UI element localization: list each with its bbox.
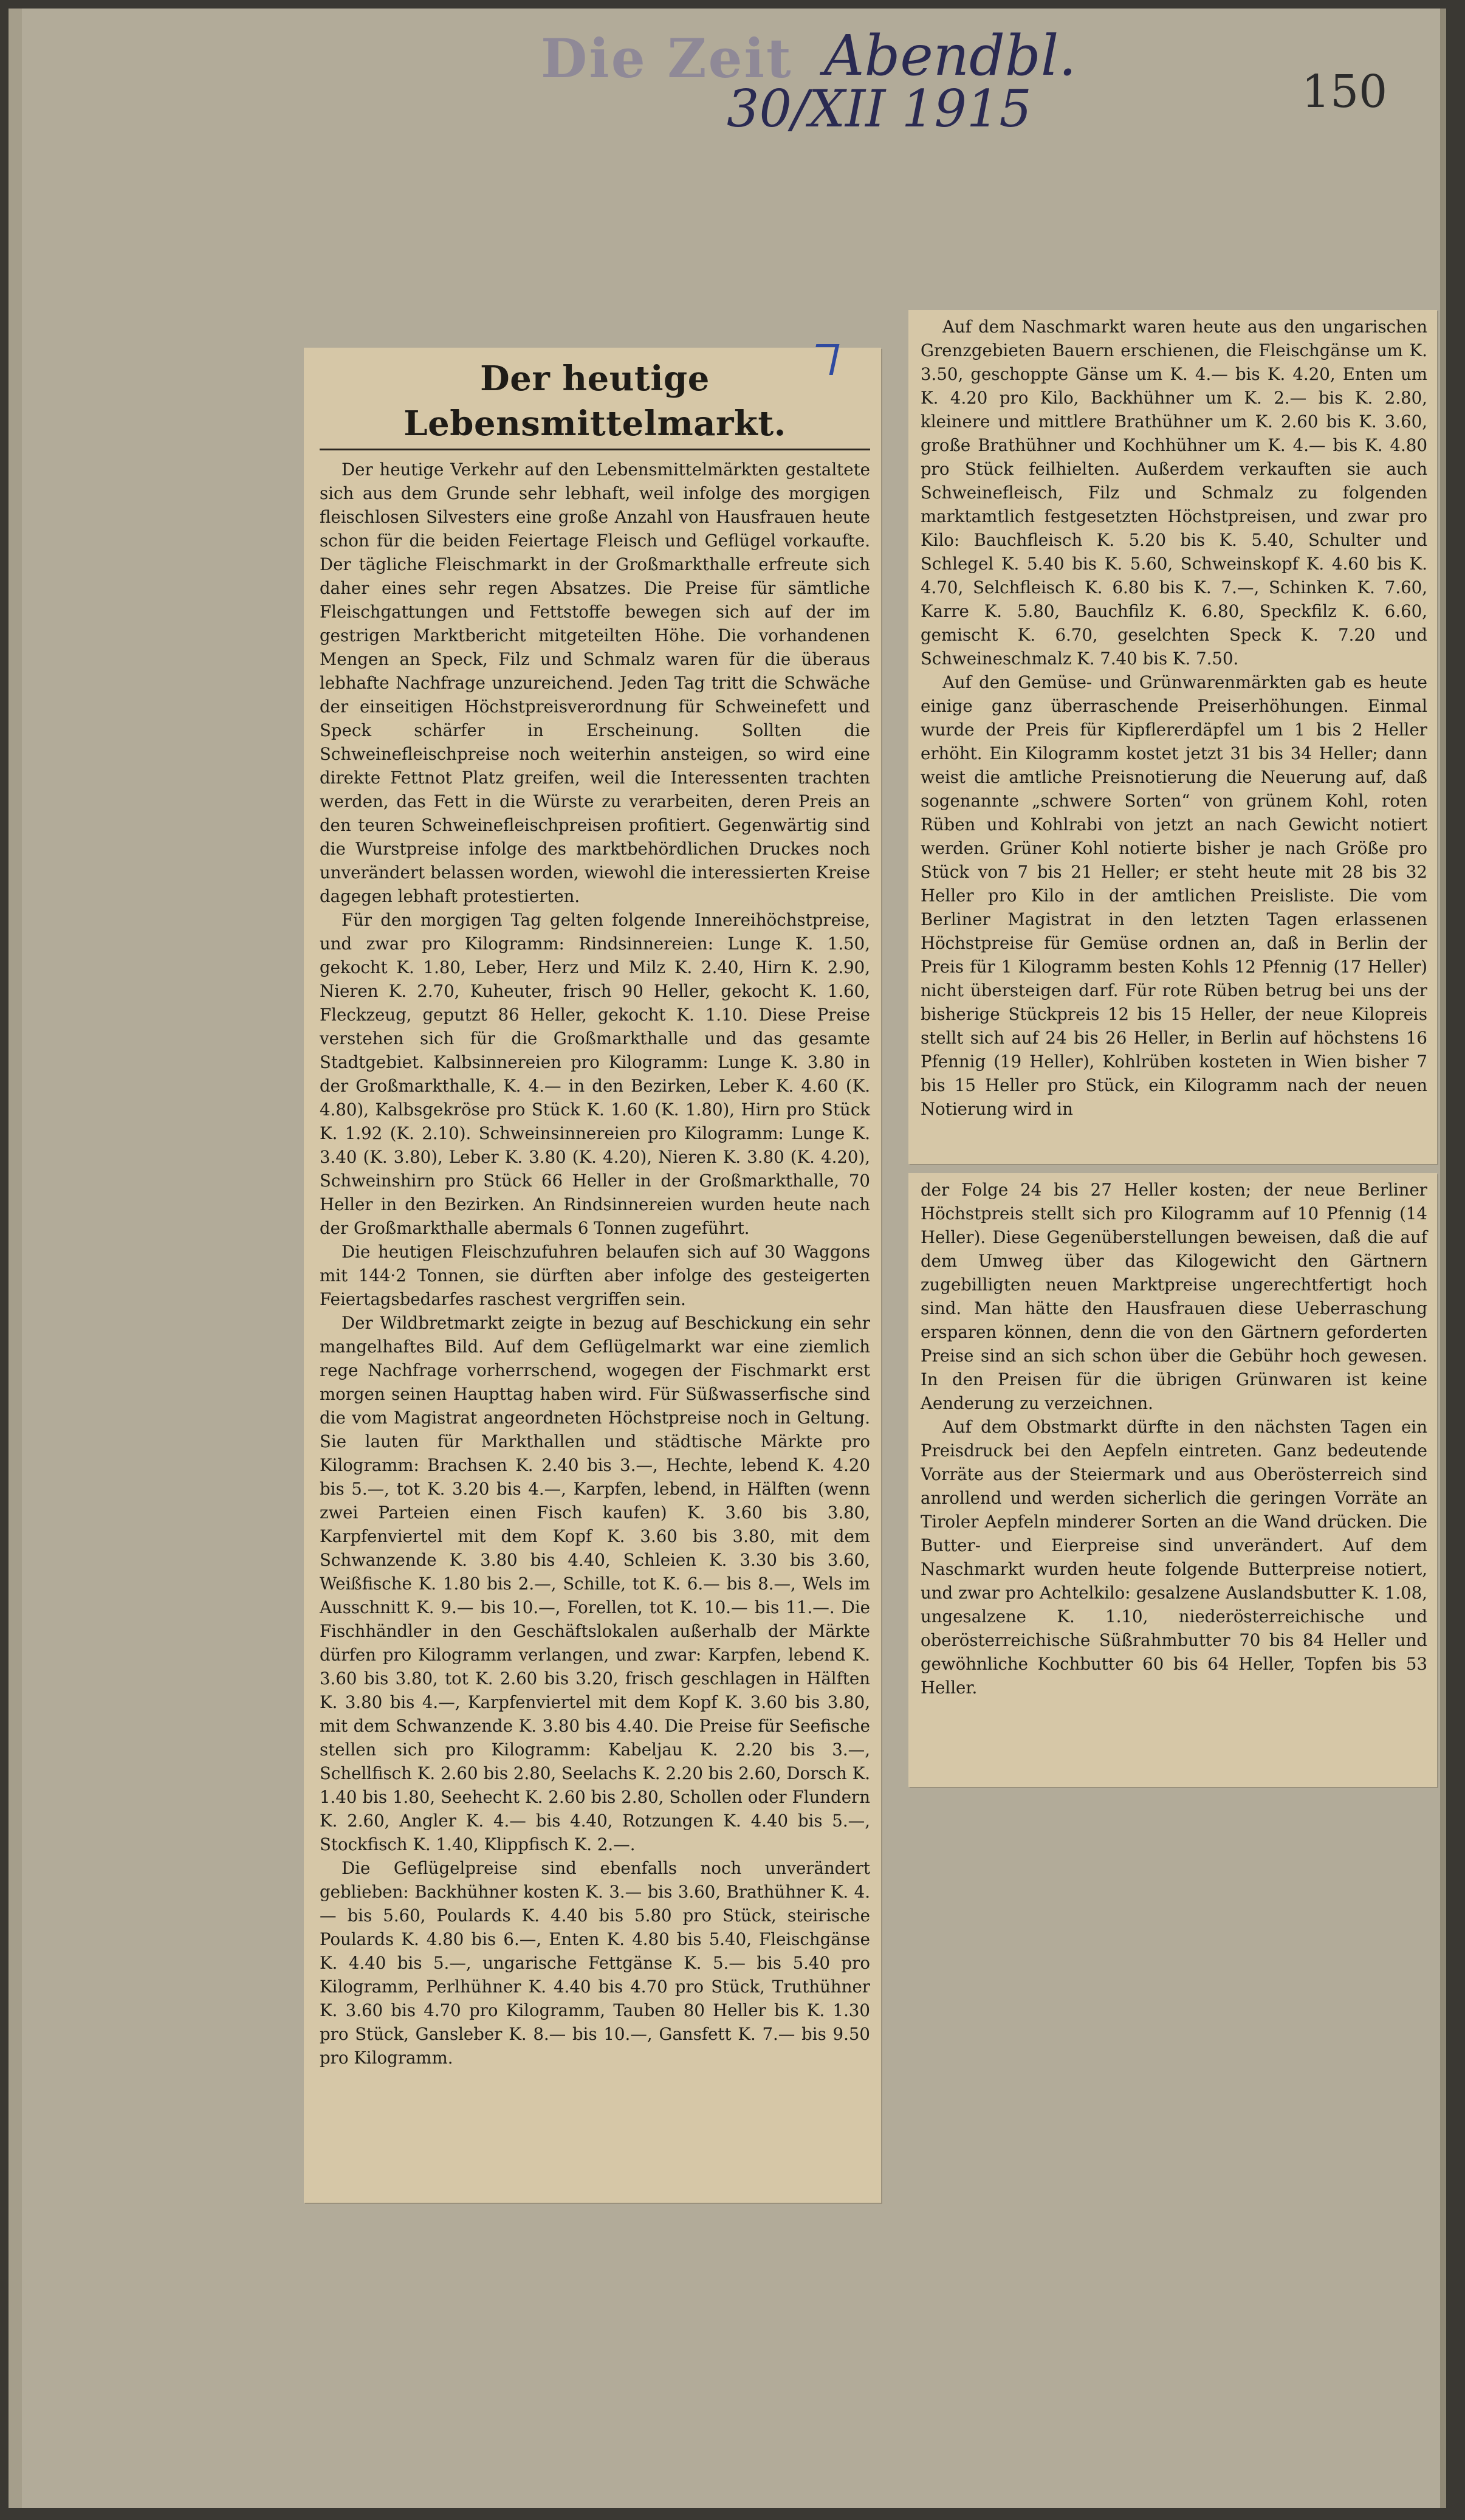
page-number: 150	[1302, 66, 1388, 118]
handwritten-date: 30/XII 1915	[727, 79, 1032, 139]
article-paragraph: Auf dem Obstmarkt dürfte in den nächsten Tagen ein Preisdruck bei den Aepfeln eintreten. Ganz bedeutende Vorräte aus der Steiermark und aus Oberösterreich sind anrollend und werden sicherlich die geringen Vorräte an Tiroler Aepfeln minderer Sorten an die Wand drücken. Die Butter- und Eierpreise sind unverändert. Auf dem Naschmarkt wurden heute folgende Butterpreise notiert, und zwar pro Achtelkilo: gesalzene Auslandsbutter K. 1.08, ungesalzene K. 1.10, niederösterreichische und oberösterreichische Süßrahmbutter 70 bis 84 Heller und gewöhnliche Kochbutter 60 bis 64 Heller, Topfen bis 53 Heller.	[921, 1417, 1427, 1698]
article-paragraph: Die heutigen Fleischzufuhren belaufen sich auf 30 Waggons mit 144·2 Tonnen, sie dürften aber infolge des gesteigerten Feiertagsbedarfes raschest vergriffen sein.	[320, 1242, 870, 1309]
article-paragraph: Die Geflügelpreise sind ebenfalls noch unverändert geblieben: Backhühner kosten K. 3.— bis 3.60, Brathühner K. 4.— bis 5.60, Poulards K. 4.40 bis 5.80 pro Stück, steirische Poulards K. 4.80 bis 6.—, Enten K. 4.80 bis 5.40, Fleischgänse K. 4.40 bis 5.—, ungarische Fettgänse K. 5.— bis 5.40 pro Kilogramm, Perlhühner K. 4.40 bis 4.70 pro Stück, Truthühner K. 3.60 bis 4.70 pro Kilogramm, Tauben 80 Heller bis K. 1.30 pro Stück, Gansleber K. 8.— bis 10.—, Gansfett K. 7.— bis 9.50 pro Kilogramm.	[320, 1858, 870, 2068]
article-paragraph: der Folge 24 bis 27 Heller kosten; der neue Berliner Höchstpreis stellt sich pro Kilogramm auf 10 Pfennig (14 Heller). Diese Gegenüberstellungen beweisen, daß die auf dem Umweg über das Kilogewicht den Gärtnern zugebilligten neuen Marktpreise ungerechtfertigt hoch sind. Man hätte den Hausfrauen diese Ueberraschung ersparen können, denn die von den Gärtnern geforderten Preise sind an sich schon über die Gebühr hoch gewesen. In den Preisen für die übrigen Grünwaren ist keine Aenderung zu verzeichnen.	[921, 1180, 1427, 1413]
clipping-main-column	[304, 348, 881, 2203]
article-paragraph: Für den morgigen Tag gelten folgende Innereihöchstpreise, und zwar pro Kilogramm: Rindsinnereien: Lunge K. 1.50, gekocht K. 1.80, Leber, Herz und Milz K. 2.40, Hirn K. 2.90, Nieren K. 2.70, Kuheuter, frisch 90 Heller, gekocht K. 1.60, Fleckzeug, geputzt 86 Heller, gekocht K. 1.10. Diese Preise verstehen sich für die Großmarkthalle und das gesamte Stadtgebiet. Kalbsinnereien pro Kilogramm: Lunge K. 3.80 in der Großmarkthalle, K. 4.— in den Bezirken, Leber K. 4.60 (K. 4.80), Kalbsgekröse pro Stück K. 1.60 (K. 1.80), Hirn pro Stück K. 1.92 (K. 2.10). Schweinsinnereien pro Kilogramm: Lunge K. 3.40 (K. 3.80), Leber K. 3.80 (K. 4.20), Nieren K. 3.80 (K. 4.20), Schweinshirn pro Stück 66 Heller in der Großmarkthalle, 70 Heller in den Bezirken. An Rindsinnereien wurden heute nach der Großmarkthalle abermals 6 Tonnen zugeführt.	[320, 910, 870, 1238]
article-paragraph: Auf den Gemüse- und Grünwarenmärkten gab es heute einige ganz überraschende Preiserhöhungen. Einmal wurde der Preis für Kipflererdäpfel um 1 bis 2 Heller erhöht. Ein Kilogramm kostet jetzt 31 bis 34 Heller; dann weist die amtliche Preisnotierung die Neuerung auf, daß sogenannte „schwere Sorten“ von grünem Kohl, roten Rüben und Kohlrabi von jetzt an nach Gewicht notiert werden. Grüner Kohl notierte bisher je nach Größe pro Stück von 7 bis 21 Heller; er steht heute mit 28 bis 32 Heller pro Kilo in der amtlichen Preisliste. Die vom Berliner Magistrat in den letzten Tagen erlassenen Höchstpreise für Gemüse ordnen an, daß in Berlin der Preis für 1 Kilogramm besten Kohls 12 Pfennig (17 Heller) nicht übersteigen darf. Für rote Rüben betrug bei uns der bisherige Stückpreis 12 bis 15 Heller, der neue Kilopreis stellt sich auf 24 bis 26 Heller, in Berlin auf höchstens 16 Pfennig (19 Heller), Kohlrüben kosteten in Wien bisher 7 bis 15 Heller pro Stück, ein Kilogramm nach der neuen Notierung wird in	[921, 672, 1427, 1119]
clipping-right-column-bottom	[908, 1173, 1437, 1787]
article-paragraph: Auf dem Naschmarkt waren heute aus den ungarischen Grenzgebieten Bauern erschienen, die Fleischgänse um K. 3.50, geschoppte Gänse um K. 4.— bis K. 4.20, Enten um K. 4.20 pro Kilo, Backhühner um K. 2.— bis K. 2.80, kleinere und mittlere Brathühner um K. 2.60 bis K. 3.60, große Brathühner und Kochhühner um K. 4.— bis K. 4.80 pro Stück feilhielten. Außerdem verkauften sie auch Schweinefleisch, Filz und Schmalz zu folgenden marktamtlich festgesetzten Höchstpreisen, und zwar pro Kilo: Bauchfleisch K. 5.20 bis K. 5.40, Schulter und Schlegel K. 5.40 bis K. 5.60, Schweinskopf K. 4.60 bis K. 4.70, Selchfleisch K. 6.80 bis K. 7.—, Schinken K. 7.60, Karre K. 5.80, Bauchfilz K. 6.80, Speckfilz K. 6.60, gemischt K. 6.70, geselchten Speck K. 7.20 und Schweineschmalz K. 7.40 bis K. 7.50.	[921, 317, 1427, 669]
newspaper-stamp: Die Zeit	[541, 27, 793, 90]
clipping-right-column-top	[908, 310, 1437, 1164]
sheet-binding-edge	[9, 9, 22, 2508]
article-headline: Der heutige Lebensmittelmarkt.	[320, 356, 870, 450]
article-paragraph: Der Wildbretmarkt zeigte in bezug auf Beschickung ein sehr mangelhaftes Bild. Auf dem Geflügelmarkt war eine ziemlich rege Nachfrage vorherrschend, wogegen der Fischmarkt erst morgen seinen Haupttag haben wird. Für Süßwasserfische sind die vom Magistrat angeordneten Höchstpreise noch in Geltung. Sie lauten für Markthallen und städtische Märkte pro Kilogramm: Brachsen K. 2.40 bis 3.—, Hechte, lebend K. 4.20 bis 5.—, tot K. 3.20 bis 4.—, Karpfen, lebend, in Hälften (wenn zwei Parteien einen Fisch kaufen) K. 3.60 bis 3.80, Karpfenviertel mit dem Kopf K. 3.60 bis 3.80, mit dem Schwanzende K. 3.80 bis 4.40, Schleien K. 3.30 bis 3.60, Weißfische K. 1.80 bis 2.—, Schille, tot K. 6.— bis 8.—, Wels im Ausschnitt K. 9.— bis 10.—, Forellen, tot K. 10.— bis 11.—. Die Fischhändler in den Geschäftslokalen außerhalb der Märkte dürfen pro Kilogramm verlangen, und zwar: Karpfen, lebend K. 3.60 bis 3.80, tot K. 2.60 bis 3.20, frisch geschlagen in Hälften K. 3.80 bis 4.—, Karpfenviertel mit dem Kopf K. 3.60 bis 3.80, mit dem Schwanzende K. 3.80 bis 4.40. Die Preise für Seefische stellen sich pro Kilogramm: Kabeljau K. 2.20 bis 3.—, Schellfisch K. 2.60 bis 2.80, Seelachs K. 2.20 bis 2.60, Dorsch K. 1.40 bis 1.80, Seehecht K. 2.60 bis 2.80, Schollen oder Flundern K. 2.60, Angler K. 4.— bis 4.40, Rotzungen K. 4.40 bis 5.—, Stockfisch K. 1.40, Klippfisch K. 2.—.	[320, 1313, 870, 1854]
article-paragraph: Der heutige Verkehr auf den Lebensmittelmärkten gestaltete sich aus dem Grunde sehr lebhaft, weil infolge des morgigen fleischlosen Silvesters eine große Anzahl von Hausfrauen heute schon für die beiden Feiertage Fleisch und Geflügel vorkaufte. Der tägliche Fleischmarkt in der Großmarkthalle erfreute sich daher eines sehr regen Absatzes. Die Preise für sämtliche Fleischgattungen und Fettstoffe bewegen sich auf der im gestrigen Marktbericht mitgeteilten Höhe. Die vorhandenen Mengen an Speck, Filz und Schmalz waren für die überaus lebhafte Nachfrage unzureichend. Jeden Tag tritt die Schwäche der einseitigen Höchstpreisverordnung für Schweinefett und Speck schärfer in Erscheinung. Sollten die Schweinefleischpreise noch weiterhin ansteigen, so wird eine direkte Fettnot Platz greifen, weil die Interessenten trachten werden, das Fett in die Würste zu verarbeiten, deren Preis an den teuren Schweinefleischpreisen profitiert. Gegenwärtig sind die Wurstpreise infolge des marktbehördlichen Druckes noch unverändert belassen worden, wiewohl die interessierten Kreise dagegen lebhaft protestierten.	[320, 460, 870, 906]
handwritten-edition: Abendbl.	[824, 23, 1077, 88]
